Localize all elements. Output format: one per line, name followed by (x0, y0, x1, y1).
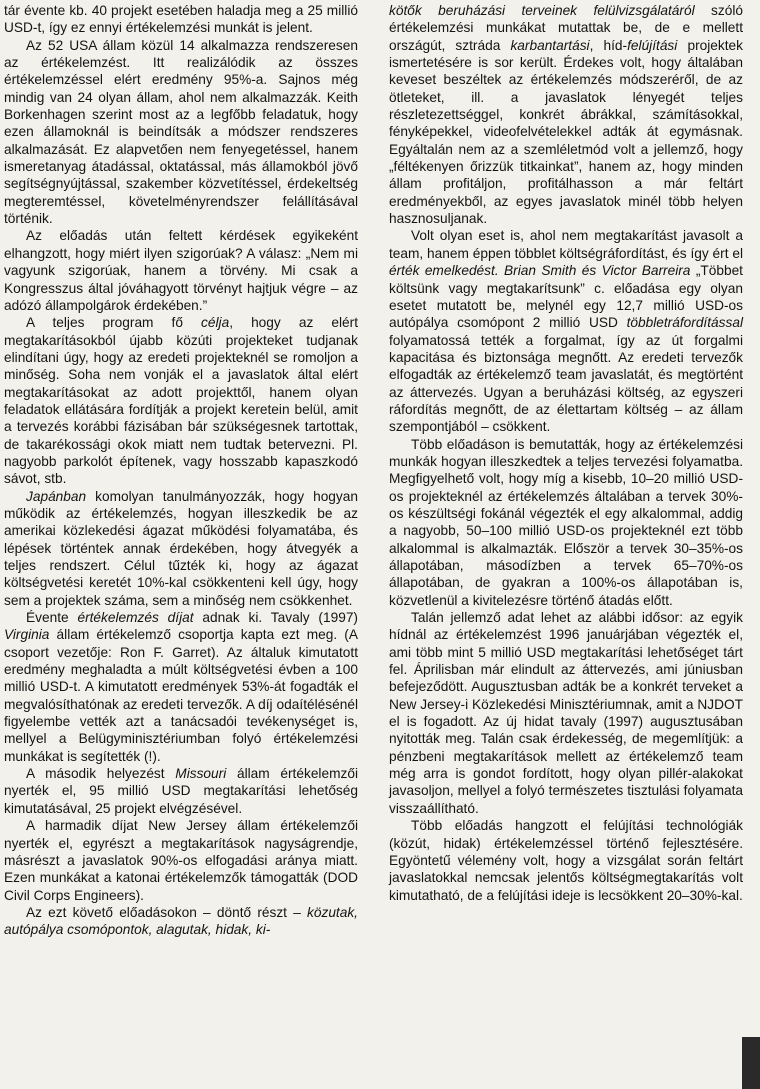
paragraph: Az előadás után feltett kérdések egyikeként elhangzott, hogy miért ilyen szigorúak? A válasz: „Nem mi vagyunk szigorúak, hanem a törvény. Mi csak a Kongresszus által jóváhagyott törvényt hajtjuk végre – az adózó állampolgárok érdekében.” (4, 228, 358, 313)
page-edge-mark (742, 1037, 760, 1089)
paragraph: A teljes program fő célja, hogy az elért megtakarításokból újabb közúti projekteket tudjanak elindítani úgy, hogy az eredeti projekteknél se romoljon a minőség. Soha nem vonják el a javaslatok által elért megtakarításokat az adott projekttől, hanem olyan feladatok ellátására fordítják a projekt keretein belül, amit a tervezés korábbi fázisában bár szükségesnek tartottak, de takarékossági okok miatt nem tudtak betervezni. Pl. nagyobb parkolót építenek, vagy hosszabb kapaszkodó sávot, stb. (4, 315, 358, 487)
paragraph: Évente értékelemzés díjat adnak ki. Tavaly (1997) Virginia állam értékelemző csoportja kapta ezt meg. (A csoport vezetője: Ron F. Garret). Az általuk kimutatott eredmény meghaladta a múlt költségvetési évben a 100 millió USD-t. A kimutatott eredmények 53%-át fogadták el megvalósíthatónak az eredeti tervezők. A díj odaítélésénél figyelembe vették azt a tanácsadói tevékenységet is, mellyel a Belügyminisztériumban folyó értékelemzési munkákat is segítették (!). (4, 610, 358, 764)
paragraph: Japánban komolyan tanulmányozzák, hogy hogyan működik az értékelemzés, hogyan illeszkedik be az amerikai közlekedési ágazat működési folyamatába, és lépések történtek annak érdekében, hogy átvegyék a teljes rendszert. Célul tűzték ki, hogy az ágazat költségvetési keretét 10%-kal csökkenteni kell úgy, hogy sem a projektek száma, sem a minőség nem csökkenhet. (4, 488, 358, 608)
paragraph: tár évente kb. 40 projekt esetében haladja meg a 25 millió USD-t, így ez ennyi értékelemzési munkát is jelent. (4, 3, 358, 36)
paragraph: kötők beruházási terveinek felülvizsgálatáról szóló értékelemzési munkákat mutattak be, de e mellett országút, sztráda karbantartási, híd-felújítási projektek ismertetésére is sor került. Érdekes volt, hogy általában keveset beszéltek az értékelemzés módszeréről, de az ötleteket, ill. a javaslatok lényegét teljes részletezettséggel, konkrét ábrákkal, számításokkal, fényképekkel, videofelvételekkel adták át egymásnak. Egyáltalán nem az a szemléletmód volt a jellemző, hogy „féltékenyen őrizzük titkainkat”, hanem az, hogy minden állam profitáljon, profitálhasson a már feltárt eredményekből, az egyes javaslatok minél több helyen hasznosuljanak. (389, 3, 743, 227)
paragraph: Több előadáson is bemutatták, hogy az értékelemzési munkák hogyan illeszkedtek a teljes tervezési folyamatba. Megfigyelhető volt, hogy míg a kisebb, 10–20 millió USD-os projekteknél az értékelemzés általában a tervek 30%-os készültségi fokánál végezték el egy alkalommal, addig a nagyobb, 50–100 millió USD-os projekteknél ezt több alkalommal is alkalmazták. Először a tervek 30–35%-os állapotában, másodízben a tervek 65–70%-os állapotában, de gyakran a 100%-os állapotában is, közvetlenül a kivitelezésre történő átadás előtt. (389, 436, 743, 608)
paragraph: A harmadik díjat New Jersey állam értékelemzői nyerték el, egyrészt a megtakarítások nagyságrendje, másrészt a javaslatok 90%-os elfogadási aránya miatt. Ezen munkákat a katonai értékelemzők támogatták (DOD Civil Corps Engineers). (4, 818, 358, 903)
paragraph: Az 52 USA állam közül 14 alkalmazza rendszeresen az értékelemzést. Itt realizálódik az összes értékelemzéssel elért eredmény 95%-a. Sajnos még mindig van 24 olyan állam, ahol nem alkalmazzák. Keith Borkenhagen szerint most az a legfőbb feladatuk, hogy ezen államoknál is beindítsák a módszer rendszeres alkalmazását. Ez alapvetően nem fenyegetéssel, hanem ismeretanyag átadással, oktatással, más államokból jövő segítségnyújtással, szakember közvetítéssel, érdekeltség megteremtéssel, követelményrendszer felállításával történik. (4, 37, 358, 227)
paragraph: A második helyezést Missouri állam értékelemzői nyerték el, 95 millió USD megtakarítási lehetőség kimutatásával, 25 projekt elvégzésével. (4, 766, 358, 816)
paragraph: Több előadás hangzott el felújítási technológiák (közút, hidak) értékelemzéssel történő fejlesztésére. Egyöntetű vélemény volt, hogy a vizsgálat során feltárt javaslatokkal nemcsak jelentős költségmegtakarítás volt kimutatható, de a felújítási ideje is lecsökkent 20–30%-kal. (389, 818, 743, 903)
paragraph: Talán jellemző adat lehet az alábbi idősor: az egyik hídnál az értékelemzést 1996 januárjában végezték el, ami több mint 5 millió USD megtakarítási lehetőséget tárt fel. Áprilisban már elindult az áttervezés, ami júniusban befejeződött. Augusztusban adták be a konkrét terveket a New Jersey-i Közlekedési Minisztériumnak, amit a NJDOT el is fogadott. Az új hidat tavaly (1997) augusztusában nyitották meg. Talán csak érdekesség, de megemlítjük: a pénzbeni megtakarítások mellett az értékelemző team még arra is gondot fordított, hogy olyan pillér-alakokat javasoljon, mellyel a folyó természetes tisztulási folyamata visszaállítható. (389, 610, 743, 816)
left-text-column (4, 2, 358, 939)
right-text-column (389, 2, 743, 904)
paragraph: Az ezt követő előadásokon – döntő részt – közutak, autópálya csomópontok, alagutak, hidak, ki- (4, 904, 358, 938)
paragraph: Volt olyan eset is, ahol nem megtakarítást javasolt a team, hanem éppen többlet költségráfordítást, és így ért el érték emelkedést. Brian Smith és Victor Barreira „Többet költsünk vagy megtakarítsunk” c. előadása egy olyan esetet mutatott be, melynél egy 12,7 millió USD-os autópálya csomópont 2 millió USD többletráfordítással folyamatossá tették a forgalmat, így az út forgalmi kapacitása és biztonsága megnőtt. Az eredeti tervezők elfogadták az értékelemző team javaslatát, és megtörtént az áttervezés. Ugyan a beruházási költség, az egyszeri ráfordítás megnőtt, de az élettartam költség – az állam szempontjából – csökkent. (389, 228, 743, 435)
